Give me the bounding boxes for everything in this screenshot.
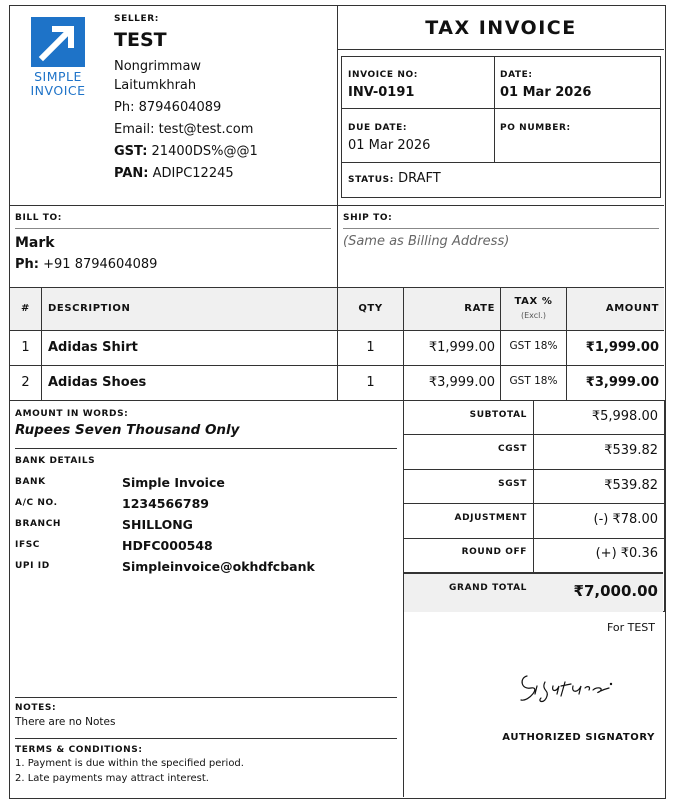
bank-key-1: A/C NO.	[15, 498, 58, 508]
row2-tax: GST 18%	[509, 375, 558, 387]
seller-pan	[114, 166, 234, 181]
row1-num: 1	[21, 340, 30, 355]
seller-gst	[114, 144, 258, 159]
invoice-no: INV-0191	[348, 85, 415, 100]
bank-key-4: UPI ID	[15, 561, 50, 571]
row2-amount: ₹3,999.00	[585, 375, 659, 390]
gst-label: GST:	[114, 144, 148, 159]
invoice-no-label: INVOICE NO:	[348, 70, 418, 80]
bank-key-3: IFSC	[15, 540, 40, 550]
due-date: 01 Mar 2026	[348, 138, 431, 153]
date-label: DATE:	[500, 70, 533, 80]
invoice-date: 01 Mar 2026	[500, 85, 592, 100]
logo-line2: INVOICE	[30, 83, 86, 98]
row1-desc: Adidas Shirt	[48, 340, 138, 355]
adjustment-label: ADJUSTMENT	[454, 513, 527, 523]
bill-ph-value: +91 8794604089	[43, 257, 158, 272]
po-number-label: PO NUMBER:	[500, 123, 571, 133]
bank-key-2: BRANCH	[15, 519, 62, 529]
round-off-label: ROUND OFF	[461, 547, 527, 557]
adjustment-value: (-) ₹78.00	[593, 512, 658, 527]
pan-label: PAN:	[114, 166, 149, 181]
authorized-signatory: AUTHORIZED SIGNATORY	[502, 732, 655, 743]
seller-name: TEST	[114, 29, 167, 51]
row1-amount: ₹1,999.00	[585, 340, 659, 355]
signature-image	[515, 668, 615, 708]
sgst-value: ₹539.82	[604, 478, 658, 493]
row2-rate: ₹3,999.00	[428, 375, 495, 390]
ship-to-label: SHIP TO:	[343, 213, 393, 223]
logo-arrow-icon	[31, 17, 85, 67]
row1-tax: GST 18%	[509, 340, 558, 352]
subtotal-label: SUBTOTAL	[469, 410, 527, 420]
terms-line-1: 1. Payment is due within the specified period.	[15, 758, 244, 769]
col-qty: QTY	[358, 303, 383, 314]
col-rate: RATE	[464, 303, 495, 314]
bank-val-3: HDFC000548	[122, 538, 213, 553]
terms-label: TERMS & CONDITIONS:	[15, 745, 143, 755]
row2-desc: Adidas Shoes	[48, 375, 147, 390]
grand-total-value: ₹7,000.00	[573, 582, 658, 600]
bank-val-1: 1234566789	[122, 496, 209, 511]
svg-text:Signature.: Signature.	[515, 668, 521, 669]
bill-to-phone	[15, 257, 157, 272]
seller-phone: Ph: 8794604089	[114, 100, 222, 115]
col-amount: AMOUNT	[605, 303, 659, 314]
col-tax: TAX %	[514, 296, 553, 307]
row2-qty: 1	[366, 375, 375, 390]
ship-to-value: (Same as Billing Address)	[343, 234, 510, 249]
round-off-value: (+) ₹0.36	[595, 546, 658, 561]
bank-key-0: BANK	[15, 477, 46, 487]
invoice-title: TAX INVOICE	[425, 17, 577, 39]
words-value: Rupees Seven Thousand Only	[15, 422, 240, 438]
gst-value: 21400DS%@@1	[151, 144, 258, 159]
cgst-value: ₹539.82	[604, 443, 658, 458]
row1-qty: 1	[366, 340, 375, 355]
col-num: #	[21, 303, 30, 314]
notes-label: NOTES:	[15, 703, 57, 713]
status-label: STATUS:	[348, 175, 394, 185]
grand-total-label: GRAND TOTAL	[449, 583, 527, 593]
seller-addr1: Nongrimmaw	[114, 59, 202, 74]
due-date-label: DUE DATE:	[348, 123, 408, 133]
row2-num: 2	[21, 375, 30, 390]
bill-to-label: BILL TO:	[15, 213, 63, 223]
pan-value: ADIPC12245	[152, 166, 234, 181]
seller-email: Email: test@test.com	[114, 122, 254, 137]
status-value: DRAFT	[398, 171, 441, 186]
bill-ph-label: Ph:	[15, 257, 39, 272]
bill-to-name: Mark	[15, 235, 55, 251]
col-desc: DESCRIPTION	[48, 303, 131, 314]
terms-line-2: 2. Late payments may attract interest.	[15, 773, 209, 784]
bank-label: BANK DETAILS	[15, 456, 96, 466]
seller-addr2: Laitumkhrah	[114, 78, 197, 93]
sgst-label: SGST	[498, 479, 527, 489]
col-tax-sub: (Excl.)	[520, 311, 547, 320]
sign-for: For TEST	[606, 621, 655, 634]
bank-val-2: SHILLONG	[122, 517, 193, 532]
notes-value: There are no Notes	[15, 716, 116, 728]
cgst-label: CGST	[497, 444, 527, 454]
status	[348, 171, 441, 186]
words-label: AMOUNT IN WORDS:	[15, 409, 129, 419]
logo	[26, 17, 96, 102]
logo-line1: SIMPLE	[34, 69, 82, 84]
bank-val-4: Simpleinvoice@okhdfcbank	[122, 559, 315, 574]
seller-label: SELLER:	[114, 14, 159, 24]
bank-val-0: Simple Invoice	[122, 475, 225, 490]
subtotal-value: ₹5,998.00	[591, 409, 658, 424]
row1-rate: ₹1,999.00	[428, 340, 495, 355]
